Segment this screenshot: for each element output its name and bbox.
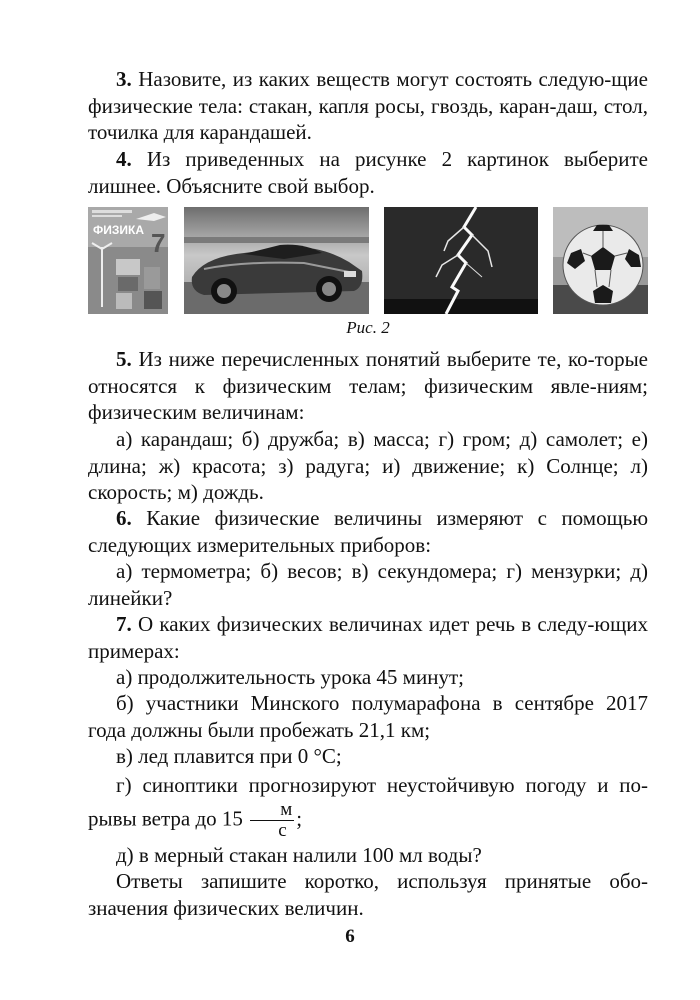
physics-textbook-icon (88, 207, 168, 314)
question-7-item-d (88, 770, 648, 841)
unit-fraction (250, 800, 294, 841)
question-6 (88, 505, 648, 558)
question-text: Какие физические величины измеряют с помощью следующих измерительных приборов: (88, 506, 649, 557)
question-text: О каких физических величинах идет речь в следу-ющих примерах: (88, 612, 648, 663)
item-d-text: г) синоптики прогнозируют неустойчивую погоду и по-рывы ветра до 15 (88, 773, 648, 831)
question-number: 6. (116, 506, 132, 530)
question-7-item-e: д) в мерный стакан налили 100 мл воды? (116, 843, 482, 867)
unit-numerator: м (250, 800, 294, 821)
lightning-icon (384, 207, 538, 314)
question-7-item-b: б) участники Минского полумарафона в сентябре 2017 года должны были пробежать 21,1 км; (88, 691, 648, 742)
question-5 (88, 346, 648, 426)
sports-car-icon (184, 207, 369, 314)
question-number: 4. (116, 147, 132, 171)
soccer-ball-icon (553, 207, 648, 314)
question-number: 7. (116, 612, 132, 636)
question-number: 5. (116, 347, 132, 371)
answer-note: Ответы запишите коротко, используя принятые обо-значения физических величин. (88, 869, 648, 920)
item-d-end: ; (296, 806, 303, 831)
figure-caption: Рис. 2 (346, 318, 390, 337)
question-7 (88, 611, 648, 664)
question-7-item-c: в) лед плавится при 0 °С; (116, 744, 342, 768)
book-grade: 7 (151, 228, 166, 258)
page-number: 6 (345, 926, 355, 947)
question-text: Назовите, из каких веществ могут состоять следую-щие физические тела: стакан, капля росы, гвоздь, каран-даш, стол, точилка для карандашей. (88, 67, 648, 144)
question-text: Из ниже перечисленных понятий выберите те, ко-торые относятся к физическим телам; физическим явле-ниям; физическим величинам: (88, 347, 649, 424)
figure-2 (88, 207, 648, 314)
unit-denominator: с (278, 820, 287, 841)
question-7-item-a: а) продолжительность урока 45 минут; (116, 665, 464, 689)
question-6-options: а) термометра; б) весов; в) секундомера; г) мензурки; д) линейки? (88, 559, 648, 610)
question-5-options: а) карандаш; б) дружба; в) масса; г) гром; д) самолет; е) длина; ж) красота; з) радуга; и) движение; к) Солнце; л) скорость; м) дождь. (88, 427, 648, 504)
question-3 (88, 66, 648, 146)
question-text: Из приведенных на рисунке 2 картинок выберите лишнее. Объясните свой выбор. (88, 147, 648, 198)
question-4 (88, 146, 648, 199)
book-title: ФИЗИКА (93, 223, 144, 237)
question-number: 3. (116, 67, 132, 91)
